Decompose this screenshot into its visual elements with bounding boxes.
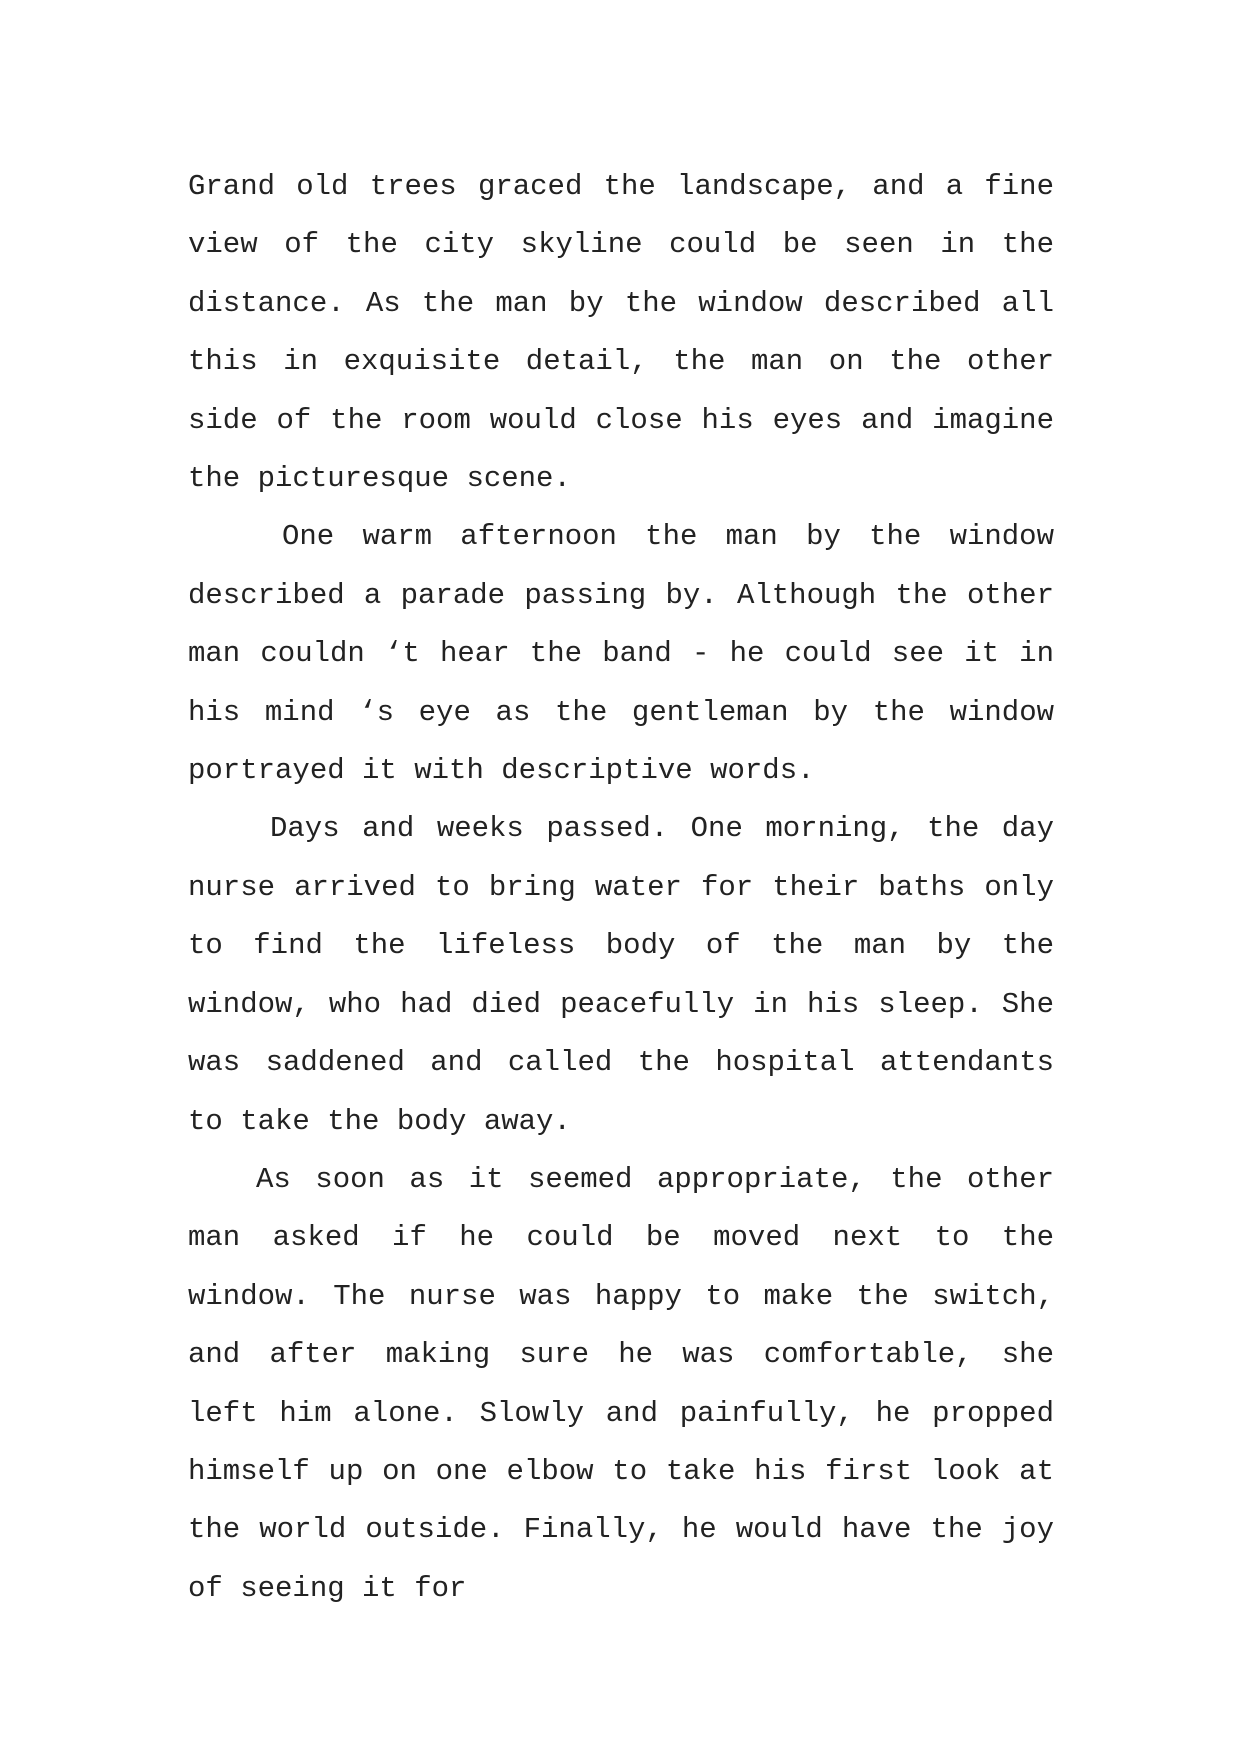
paragraph-1: Grand old trees graced the landscape, and a fine view of the city skyline could be seen in the distance. As the man by the window described all this in exquisite detail, the man on the other side of the room would close his eyes and imagine the picturesque scene. — [188, 170, 1054, 496]
paragraph-4: As soon as it seemed appropriate, the other man asked if he could be moved next to the window. The nurse was happy to make the switch, and after making sure he was comfortable, she left him alone. Slowly and painfully, he propped himself up on one elbow to take his first look at the world outside. Finally, he would have the joy of seeing it for — [188, 1162, 1054, 1605]
paragraph-2: One warm afternoon the man by the window described a parade passing by. Although the other man couldn ‘t hear the band - he could see it in his mind ‘s eye as the gentleman by the window portrayed it with descriptive words. — [188, 520, 1054, 788]
paragraph-3: Days and weeks passed. One morning, the day nurse arrived to bring water for their baths only to find the lifeless body of the man by the window, who had died peacefully in his sleep. She was saddened and called the hospital attendants to take the body away. — [188, 812, 1054, 1138]
body-text — [188, 158, 1054, 1618]
